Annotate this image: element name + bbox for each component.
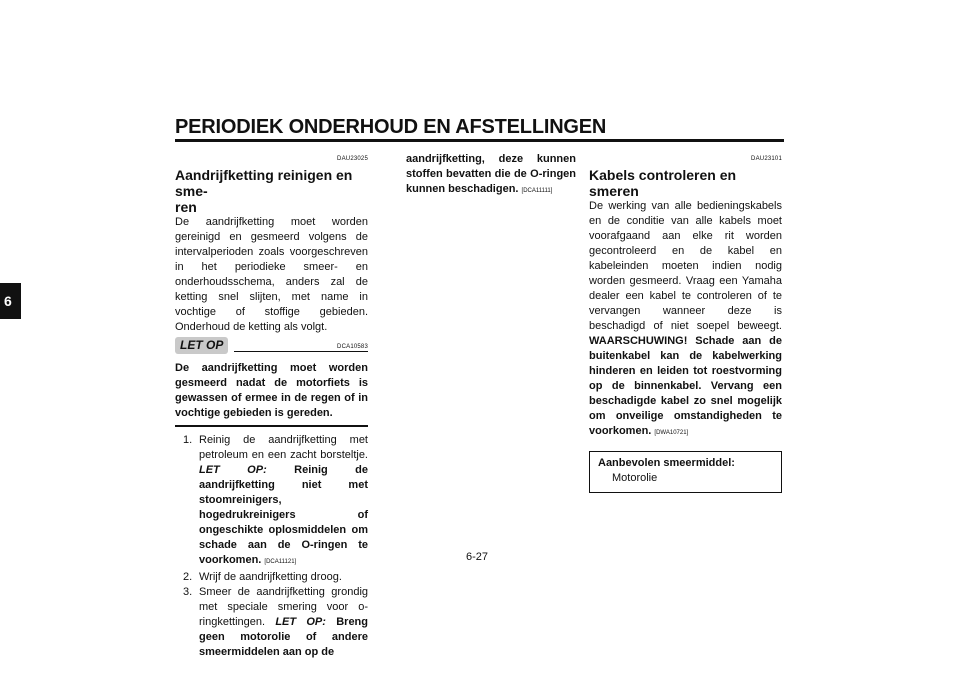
page-header-title: PERIODIEK ONDERHOUD EN AFSTELLINGEN (175, 116, 607, 138)
step-note-text: Breng geen motorolie of andere smeermiddelen aan op de (199, 615, 368, 658)
section-heading-line1: Aandrijfketting reinigen en sme- (175, 167, 353, 199)
step-number: 2. (183, 570, 193, 583)
step-text: Wrijf de aandrijfketting droog. (199, 570, 342, 583)
chapter-tab-label: 6 (4, 293, 12, 309)
lubricant-box-value: Motorolie (612, 472, 658, 484)
step-text: Reinig de aandrijfketting met petroleum en een zacht borsteltje. (199, 433, 368, 461)
caution-end-rule (175, 425, 368, 427)
warning-code: [DWA10721] (654, 430, 689, 436)
list-item (175, 433, 368, 570)
section-intro: De aandrijfketting moet worden gereinigd en gesmeerd volgens de intervalperioden zoals voorgeschreven in het periodieke smeer- en onderhoudsschema, anders zal de ketting snel slijten, met name in vochtige of stoffige gebieden. Onderhoud de ketting als volgt. (175, 216, 368, 333)
warning-text: Schade aan de buitenkabel kan de kabelwerking hinderen en leiden tot roestvorming op de binnenkabel. Vervang een beschadigde kabel zo snel mogelijk om onveilige omstandigheden te voorkomen. (589, 335, 782, 437)
list-item (175, 585, 368, 660)
section-heading (175, 167, 368, 215)
section-heading: Kabels controleren en smeren (589, 167, 737, 199)
page-number: 6-27 (466, 551, 489, 563)
column-2 (406, 152, 576, 199)
section-intro: De werking van alle bedieningskabels en de conditie van alle kabels moet voorafgaand aan elke rit worden gecontroleerd en de kabel en kabeleinden moeten indien nodig worden gesmeerd. Vraag een Yamaha dealer een kabel te controleren of te vervangen wanneer deze is beschadigd of niet soepel beweegt. (589, 200, 782, 332)
step-note-label: LET OP: (199, 463, 267, 476)
lubricant-box (589, 451, 782, 493)
header-rule (175, 139, 784, 142)
caution-code: DCA10583 (337, 344, 368, 350)
column-1 (175, 152, 368, 660)
warning-label: WAARSCHUWING! (589, 335, 688, 347)
caution-badge: LET OP (175, 337, 228, 354)
step-note-text: Reinig de aandrijfketting niet met stoomreinigers, hogedrukreinigers of ongeschikte oplosmiddelen om schade aan de O-ringen te voorkomen. (199, 463, 368, 566)
chapter-tab (0, 283, 21, 319)
caution-text: De aandrijfketting moet worden gesmeerd nadat de motorfiets is gewassen of ermee in de regen of in vochtige gebieden is gereden. (175, 362, 368, 419)
step-note-label: LET OP: (275, 615, 326, 628)
column-3 (589, 152, 782, 493)
step-number: 1. (183, 433, 193, 446)
continuation-code: [DCA11111] (521, 188, 553, 194)
step-text: Smeer de aandrijfketting grondig met speciale smering voor o-ringkettingen. (199, 585, 368, 628)
continuation-text: aandrijfketting, deze kunnen stoffen bevatten die de O-ringen kunnen beschadigen. (406, 153, 576, 195)
list-item (175, 570, 368, 585)
step-number: 3. (183, 585, 193, 598)
section-heading-line2: ren (175, 199, 197, 215)
step-note-code: [DCA11121] (264, 558, 297, 565)
lubricant-box-title: Aanbevolen smeermiddel: (598, 457, 735, 469)
steps-list (175, 433, 368, 660)
section-code: DAU23025 (337, 156, 368, 162)
section-code: DAU23101 (751, 156, 782, 162)
